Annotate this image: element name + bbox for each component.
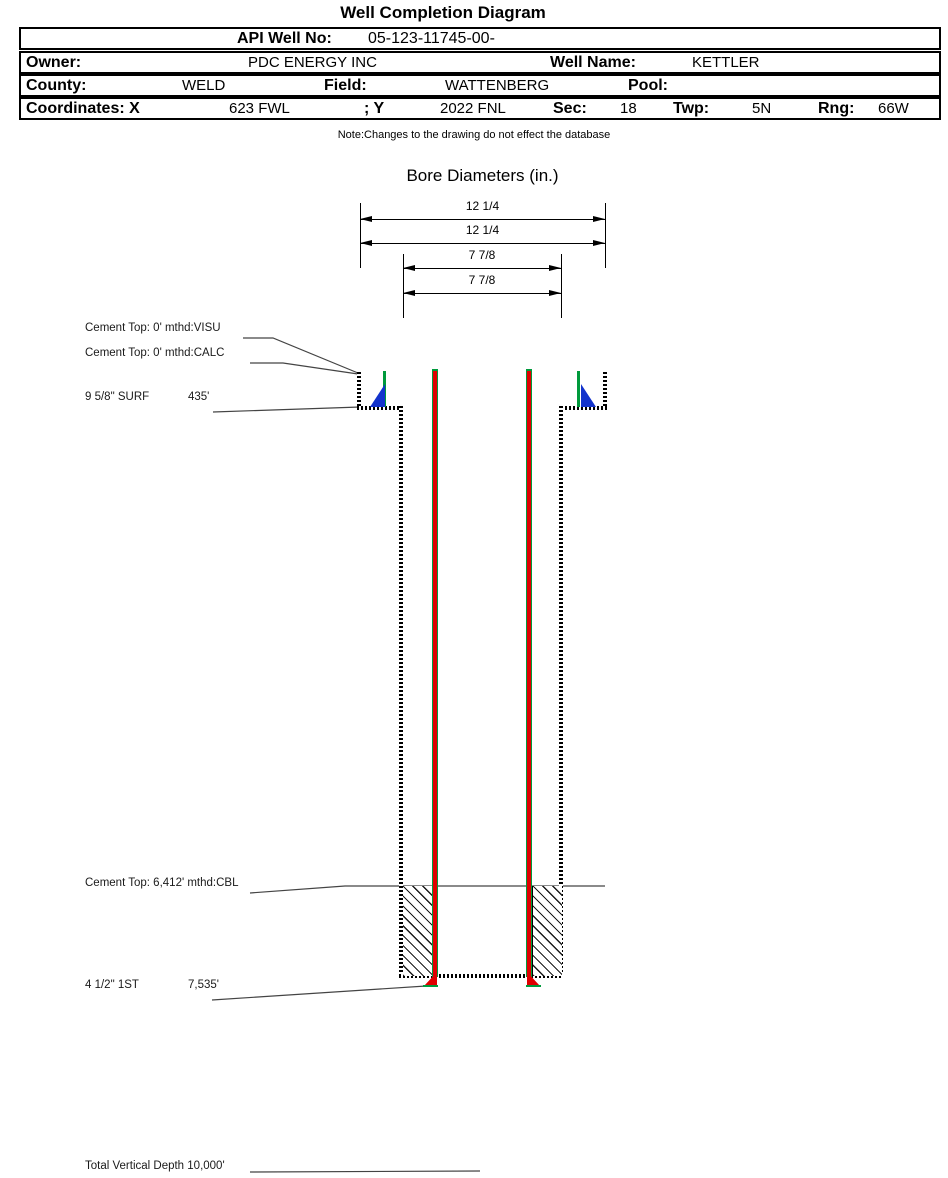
table-row-owner	[19, 51, 941, 74]
extension-line-outer-right	[605, 203, 606, 268]
dim-label-4: 7 7/8	[468, 273, 496, 287]
table-row-api	[19, 27, 941, 50]
casing-shoe-right	[527, 972, 540, 986]
api-value: 05-123-11745-00-	[368, 30, 495, 47]
twp-value: 5N	[752, 100, 772, 117]
borehole-wall-outer-left	[357, 372, 361, 409]
dim-arrow-4	[403, 293, 561, 294]
extension-line-inner-right	[561, 254, 562, 318]
field-label: Field:	[324, 77, 367, 94]
cement-hatch-left	[403, 886, 433, 976]
casing-shoe-base-left	[423, 985, 438, 987]
sec-value: 18	[620, 100, 637, 117]
coordinate-y-value: 2022 FNL	[440, 100, 506, 117]
cement-wedge-left	[370, 384, 385, 407]
sec-label: Sec:	[553, 100, 587, 117]
casing-shoe-left	[424, 972, 437, 986]
owner-value: PDC ENERGY INC	[248, 54, 377, 71]
casing-shoe-base-right	[526, 985, 541, 987]
bore-diameters-title: Bore Diameters (in.)	[406, 166, 559, 185]
total-vertical-depth-label: Total Vertical Depth 10,000'	[85, 1160, 225, 1172]
production-casing-label: 4 1/2" 1ST	[85, 979, 139, 991]
coordinate-x-value: 623 FWL	[229, 100, 290, 117]
cement-top-calc-label: Cement Top: 0' mthd:CALC	[85, 347, 225, 359]
api-label: API Well No:	[237, 30, 332, 47]
table-row-county	[19, 74, 941, 97]
surface-casing-label: 9 5/8" SURF	[85, 391, 150, 403]
well-name-label: Well Name:	[550, 54, 636, 71]
cement-top-cbl-label: Cement Top: 6,412' mthd:CBL	[85, 877, 239, 889]
note-text: Note:Changes to the drawing do not effect the database	[337, 129, 611, 141]
borehole-wall-outer-right	[603, 372, 607, 409]
page-title: Well Completion Diagram	[340, 3, 546, 22]
coordinate-y-label: ; Y	[364, 100, 385, 117]
cement-wedge-right	[581, 384, 596, 407]
surface-casing-right	[577, 371, 580, 407]
twp-label: Twp:	[673, 100, 710, 117]
cement-top-visu-label: Cement Top: 0' mthd:VISU	[85, 322, 221, 334]
production-casing-left	[432, 369, 438, 977]
well-name-value: KETTLER	[692, 54, 760, 71]
rng-label: Rng:	[818, 100, 855, 117]
dim-arrow-2	[360, 243, 605, 244]
dim-arrow-1	[360, 219, 605, 220]
production-casing-depth: 7,535'	[188, 979, 219, 991]
dim-label-2: 12 1/4	[465, 223, 500, 237]
cement-hatch-right	[532, 886, 562, 976]
owner-label: Owner:	[26, 54, 82, 71]
dim-arrow-3	[403, 268, 561, 269]
county-label: County:	[26, 77, 87, 94]
production-casing-right	[526, 369, 532, 977]
county-value: WELD	[182, 77, 226, 94]
table-row-coordinates	[19, 97, 941, 120]
surface-casing-depth: 435'	[188, 391, 210, 403]
dim-label-3: 7 7/8	[468, 248, 496, 262]
coordinates-label: Coordinates: X	[26, 100, 140, 117]
rng-value: 66W	[878, 100, 909, 117]
pool-label: Pool:	[628, 77, 668, 94]
dim-label-1: 12 1/4	[465, 199, 500, 213]
field-value: WATTENBERG	[445, 77, 550, 94]
